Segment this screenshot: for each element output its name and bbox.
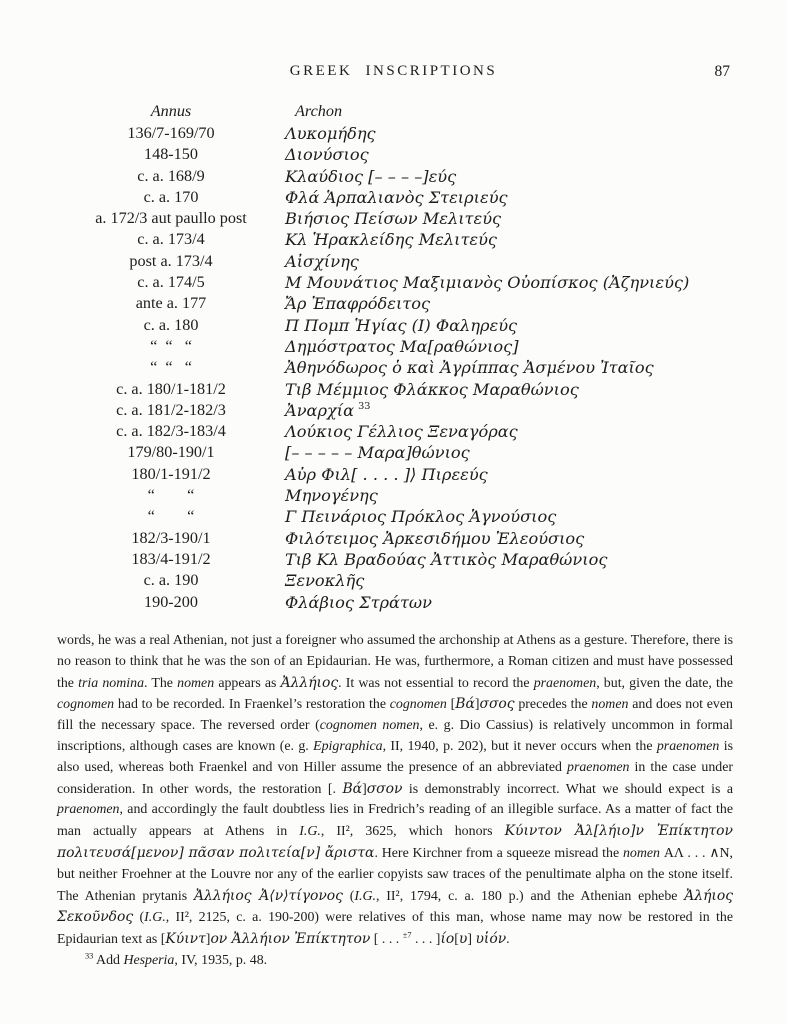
table-row xyxy=(57,400,733,421)
annus-cell: c. a. 170 xyxy=(143,187,199,206)
archon-table xyxy=(57,99,733,613)
annus-cell: c. a. 173/4 xyxy=(137,230,205,249)
archon-cell: Μ Μουνάτιος Μαξιμιανὸς Οὐοπίσκος (Ἀζηνιεύς) xyxy=(285,273,690,293)
archon-cell: Ἀναρχία $^{33}$ xyxy=(285,400,371,420)
table-row xyxy=(57,379,733,400)
table-row xyxy=(57,229,733,250)
archon-cell: Φλά Ἁρπαλιανὸς Στειριεύς xyxy=(285,187,508,207)
archon-cell: [– – – – – Μαρα]θώνιος xyxy=(285,443,470,463)
annus-cell: 190-200 xyxy=(144,592,198,611)
archon-cell: Λούκιος Γέλλιος Ξεναγόρας xyxy=(285,422,518,442)
table-row xyxy=(57,357,733,378)
table-row xyxy=(57,549,733,570)
archon-cell: Διονύσιος xyxy=(285,145,369,165)
body-paragraph: words, he was a real Athenian, not just a foreigner who assumed the archonship at Athens as a gesture. Therefore, there is no reason to think that he was the son of an Epidaurian. He was, furthermore, a Roman citizen and must have possessed the tria nomina. The nomen appears as Ἀλλήιος. It was not essential to record the praenomen, but, given the date, the cognomen had to be recorded. In Fraenkel’s restoration the cognomen [Βά]σσος precedes the nomen and does not even fill the necessary space. The reversed order (cognomen nomen, e. g. Dio Cassius) is relatively uncommon in formal inscriptions, although cases are known (e. g. Epigraphica, II, 1940, p. 202), but it never occurs when the praenomen is also used, whereas both Fraenkel and von Hiller assume the presence of an abbreviated praenomen in the case under consideration. In other words, the restoration [. Βά]σσον is demonstrably incorrect. What we should expect is a praenomen, and accordingly the fault doubtless lies in Fredrich’s reading of an illegible surface. As a matter of fact the man actually appears at Athens in I.G., II², 3625, which honors Κύιντον Ἀλ[λήιο]ν Ἐπίκτητον πολιτευσά[μενον] πᾶσαν πολιτεία[ν] ἄριστα. Here Kirchner from a squeeze misread the nomen ΑΛ . . . ∧Ν, but neither Froehner at the Louvre nor any of the earlier copyists saw traces of the penultimate alpha on the stone itself. The Athenian prytanis Ἀλλήιος Ἀ⟨ν⟩τίγονος (I.G., II², 1794, c. a. 180 p.) and the Athenian ephebe Ἀλήιος Σεκοῦνδος (I.G., II², 2125, c. a. 190-200) were relatives of this man, whose name may now be restored in the Epidaurian text as [Κύιντ]ον Ἀλλήιον Ἐπίκτητον [ . . . $^{\pm 7}$ . . . ]ίο[υ] υἱόν. xyxy=(57,633,734,948)
annus-cell: “ “ “ xyxy=(150,358,192,377)
annus-cell: c. a. 180 xyxy=(143,315,199,334)
archon-table-rows xyxy=(57,123,733,613)
annus-cell: post a. 173/4 xyxy=(129,251,213,270)
table-row xyxy=(57,144,733,165)
annus-cell: c. a. 168/9 xyxy=(137,166,205,185)
annus-cell: 183/4-191/2 xyxy=(131,549,211,568)
column-header-archon: Archon xyxy=(295,102,343,120)
table-row xyxy=(57,166,733,187)
table-row xyxy=(57,570,733,591)
annus-cell: ante a. 177 xyxy=(135,294,207,313)
annus-cell: c. a. 190 xyxy=(143,571,199,590)
annus-cell: a. 172/3 aut paullo post xyxy=(95,209,247,228)
running-head-title: GREEK INSCRIPTIONS xyxy=(289,63,498,79)
annus-cell: “ “ xyxy=(147,507,195,526)
archon-cell: Τιβ Μέμμιος Φλάκκος Μαραθώνιος xyxy=(285,379,579,399)
archon-table-header xyxy=(57,99,733,123)
annus-cell: 179/80-190/1 xyxy=(127,443,215,462)
annus-cell: 148-150 xyxy=(144,145,198,164)
archon-cell: Αὐρ Φιλ[ . . . . ]⟩ Πιρεεύς xyxy=(285,464,488,484)
table-row xyxy=(57,442,733,463)
table-row xyxy=(57,315,733,336)
table-row xyxy=(57,336,733,357)
archon-cell: Βιήσιος Πείσων Μελιτεύς xyxy=(285,209,502,229)
body-text-block xyxy=(57,631,733,972)
table-row xyxy=(57,272,733,293)
table-row xyxy=(57,485,733,506)
column-header-annus: Annus xyxy=(150,102,192,120)
archon-cell: Ἀθηνόδωρος ὁ καὶ Ἀγρίππας Ἀσμένου Ἰταῖος xyxy=(285,358,654,378)
archon-cell: Λυκομήδης xyxy=(285,124,376,143)
table-row xyxy=(57,421,733,442)
footnote: $^{33}$ Add Hesperia, IV, 1935, p. 48. xyxy=(85,951,268,968)
table-row xyxy=(57,293,733,314)
footnote-ref: 33 xyxy=(358,401,371,413)
annus-cell: “ “ xyxy=(147,486,195,505)
annus-cell: c. a. 182/3-183/4 xyxy=(116,422,226,441)
archon-cell: Ἄρ Ἐπαφρόδειτος xyxy=(285,294,431,314)
annus-cell: c. a. 174/5 xyxy=(137,273,205,292)
table-row xyxy=(57,208,733,229)
table-row xyxy=(57,464,733,485)
archon-cell: Δημόστρατος Μα[ραθώνιος] xyxy=(285,336,519,356)
archon-cell: Κλ Ἡρακλείδης Μελιτεύς xyxy=(285,230,497,250)
annus-cell: 182/3-190/1 xyxy=(131,528,211,547)
table-row xyxy=(57,251,733,272)
archon-cell: Φιλότειμος Ἀρκεσιδήμου Ἐλεούσιος xyxy=(285,528,585,548)
table-row xyxy=(57,123,733,144)
table-row xyxy=(57,187,733,208)
archon-cell: Μηνογένης xyxy=(285,486,378,506)
table-row xyxy=(57,528,733,549)
archon-cell: Τιβ Κλ Βραδούας Ἀττικὸς Μαραθώνιος xyxy=(285,549,608,569)
page-number: 87 xyxy=(714,63,730,80)
annus-cell: c. a. 181/2-182/3 xyxy=(116,400,226,419)
archon-cell: Γ Πεινάριος Πρόκλος Ἁγνούσιος xyxy=(285,507,557,527)
annus-cell: c. a. 180/1-181/2 xyxy=(116,379,226,398)
annus-cell: “ “ “ xyxy=(150,336,192,355)
archon-cell: Ξενοκλῆς xyxy=(285,571,365,591)
annus-cell: 180/1-191/2 xyxy=(131,464,211,483)
archon-cell: Αἰσχίνης xyxy=(285,251,359,271)
archon-cell: Φλάβιος Στράτων xyxy=(285,592,432,612)
archon-cell: Π Πομπ Ἡγίας (Ι) Φαληρεύς xyxy=(285,315,518,335)
annus-cell: 136/7-169/70 xyxy=(127,124,215,142)
table-row xyxy=(57,506,733,527)
table-row xyxy=(57,592,733,613)
archon-cell: Κλαύδιος [– – – –]εύς xyxy=(285,166,457,186)
